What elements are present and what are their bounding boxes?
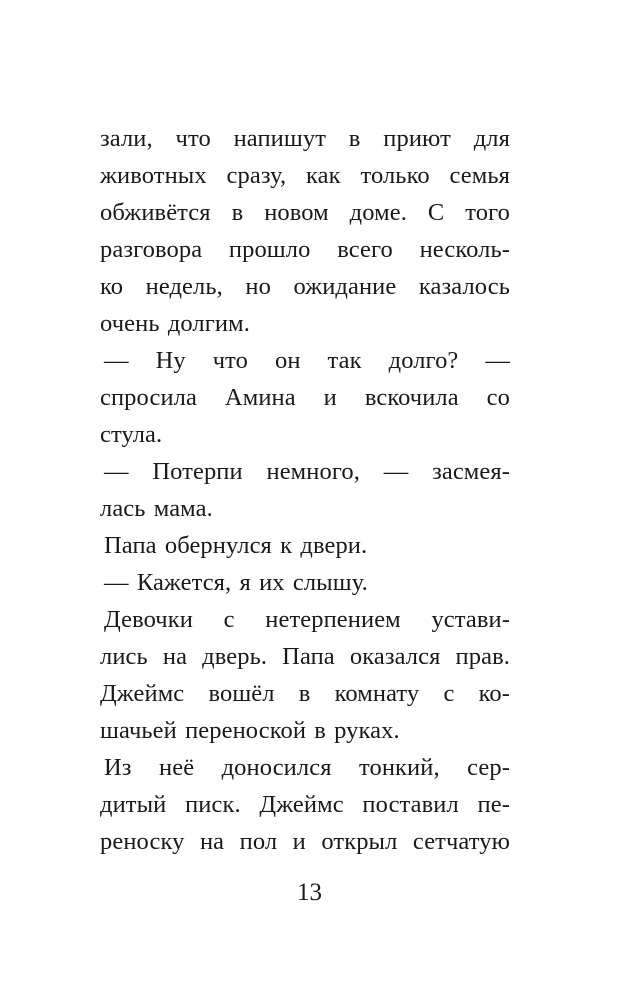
text-line-18: Из неё доносился тонкий, сер- — [104, 754, 510, 781]
text-line-20: реноску на пол и открыл сетчатую — [100, 828, 510, 855]
text-line-12: Папа обернулся к двери. — [104, 532, 368, 559]
text-line-10: — Потерпи немного, — засмея- — [104, 458, 510, 485]
text-line-14: Девочки с нетерпением устави- — [104, 606, 510, 633]
text-line-5: ко недель, но ожидание казалось — [100, 273, 510, 300]
text-line-7: — Ну что он так долго? — — [104, 347, 510, 374]
book-page-text — [100, 120, 510, 860]
text-line-16: Джеймс вошёл в комнату с ко- — [100, 680, 510, 707]
text-line-19: дитый писк. Джеймс поставил пе- — [100, 791, 510, 818]
text-line-3: обживётся в новом доме. С того — [100, 199, 510, 226]
text-line-11: лась мама. — [100, 495, 213, 522]
text-line-4: разговора прошло всего несколь- — [100, 236, 510, 263]
text-line-9: стула. — [100, 421, 163, 448]
page-number: 13 — [297, 879, 322, 906]
text-line-17: шачьей переноской в руках. — [100, 717, 400, 744]
text-line-13: — Кажется, я их слышу. — [104, 569, 368, 596]
text-line-2: животных сразу, как только семья — [100, 162, 510, 189]
text-line-8: спросила Амина и вскочила со — [100, 384, 510, 411]
text-line-1: зали, что напишут в приют для — [100, 125, 510, 152]
text-line-15: лись на дверь. Папа оказался прав. — [100, 643, 510, 670]
text-line-6: очень долгим. — [100, 310, 250, 337]
